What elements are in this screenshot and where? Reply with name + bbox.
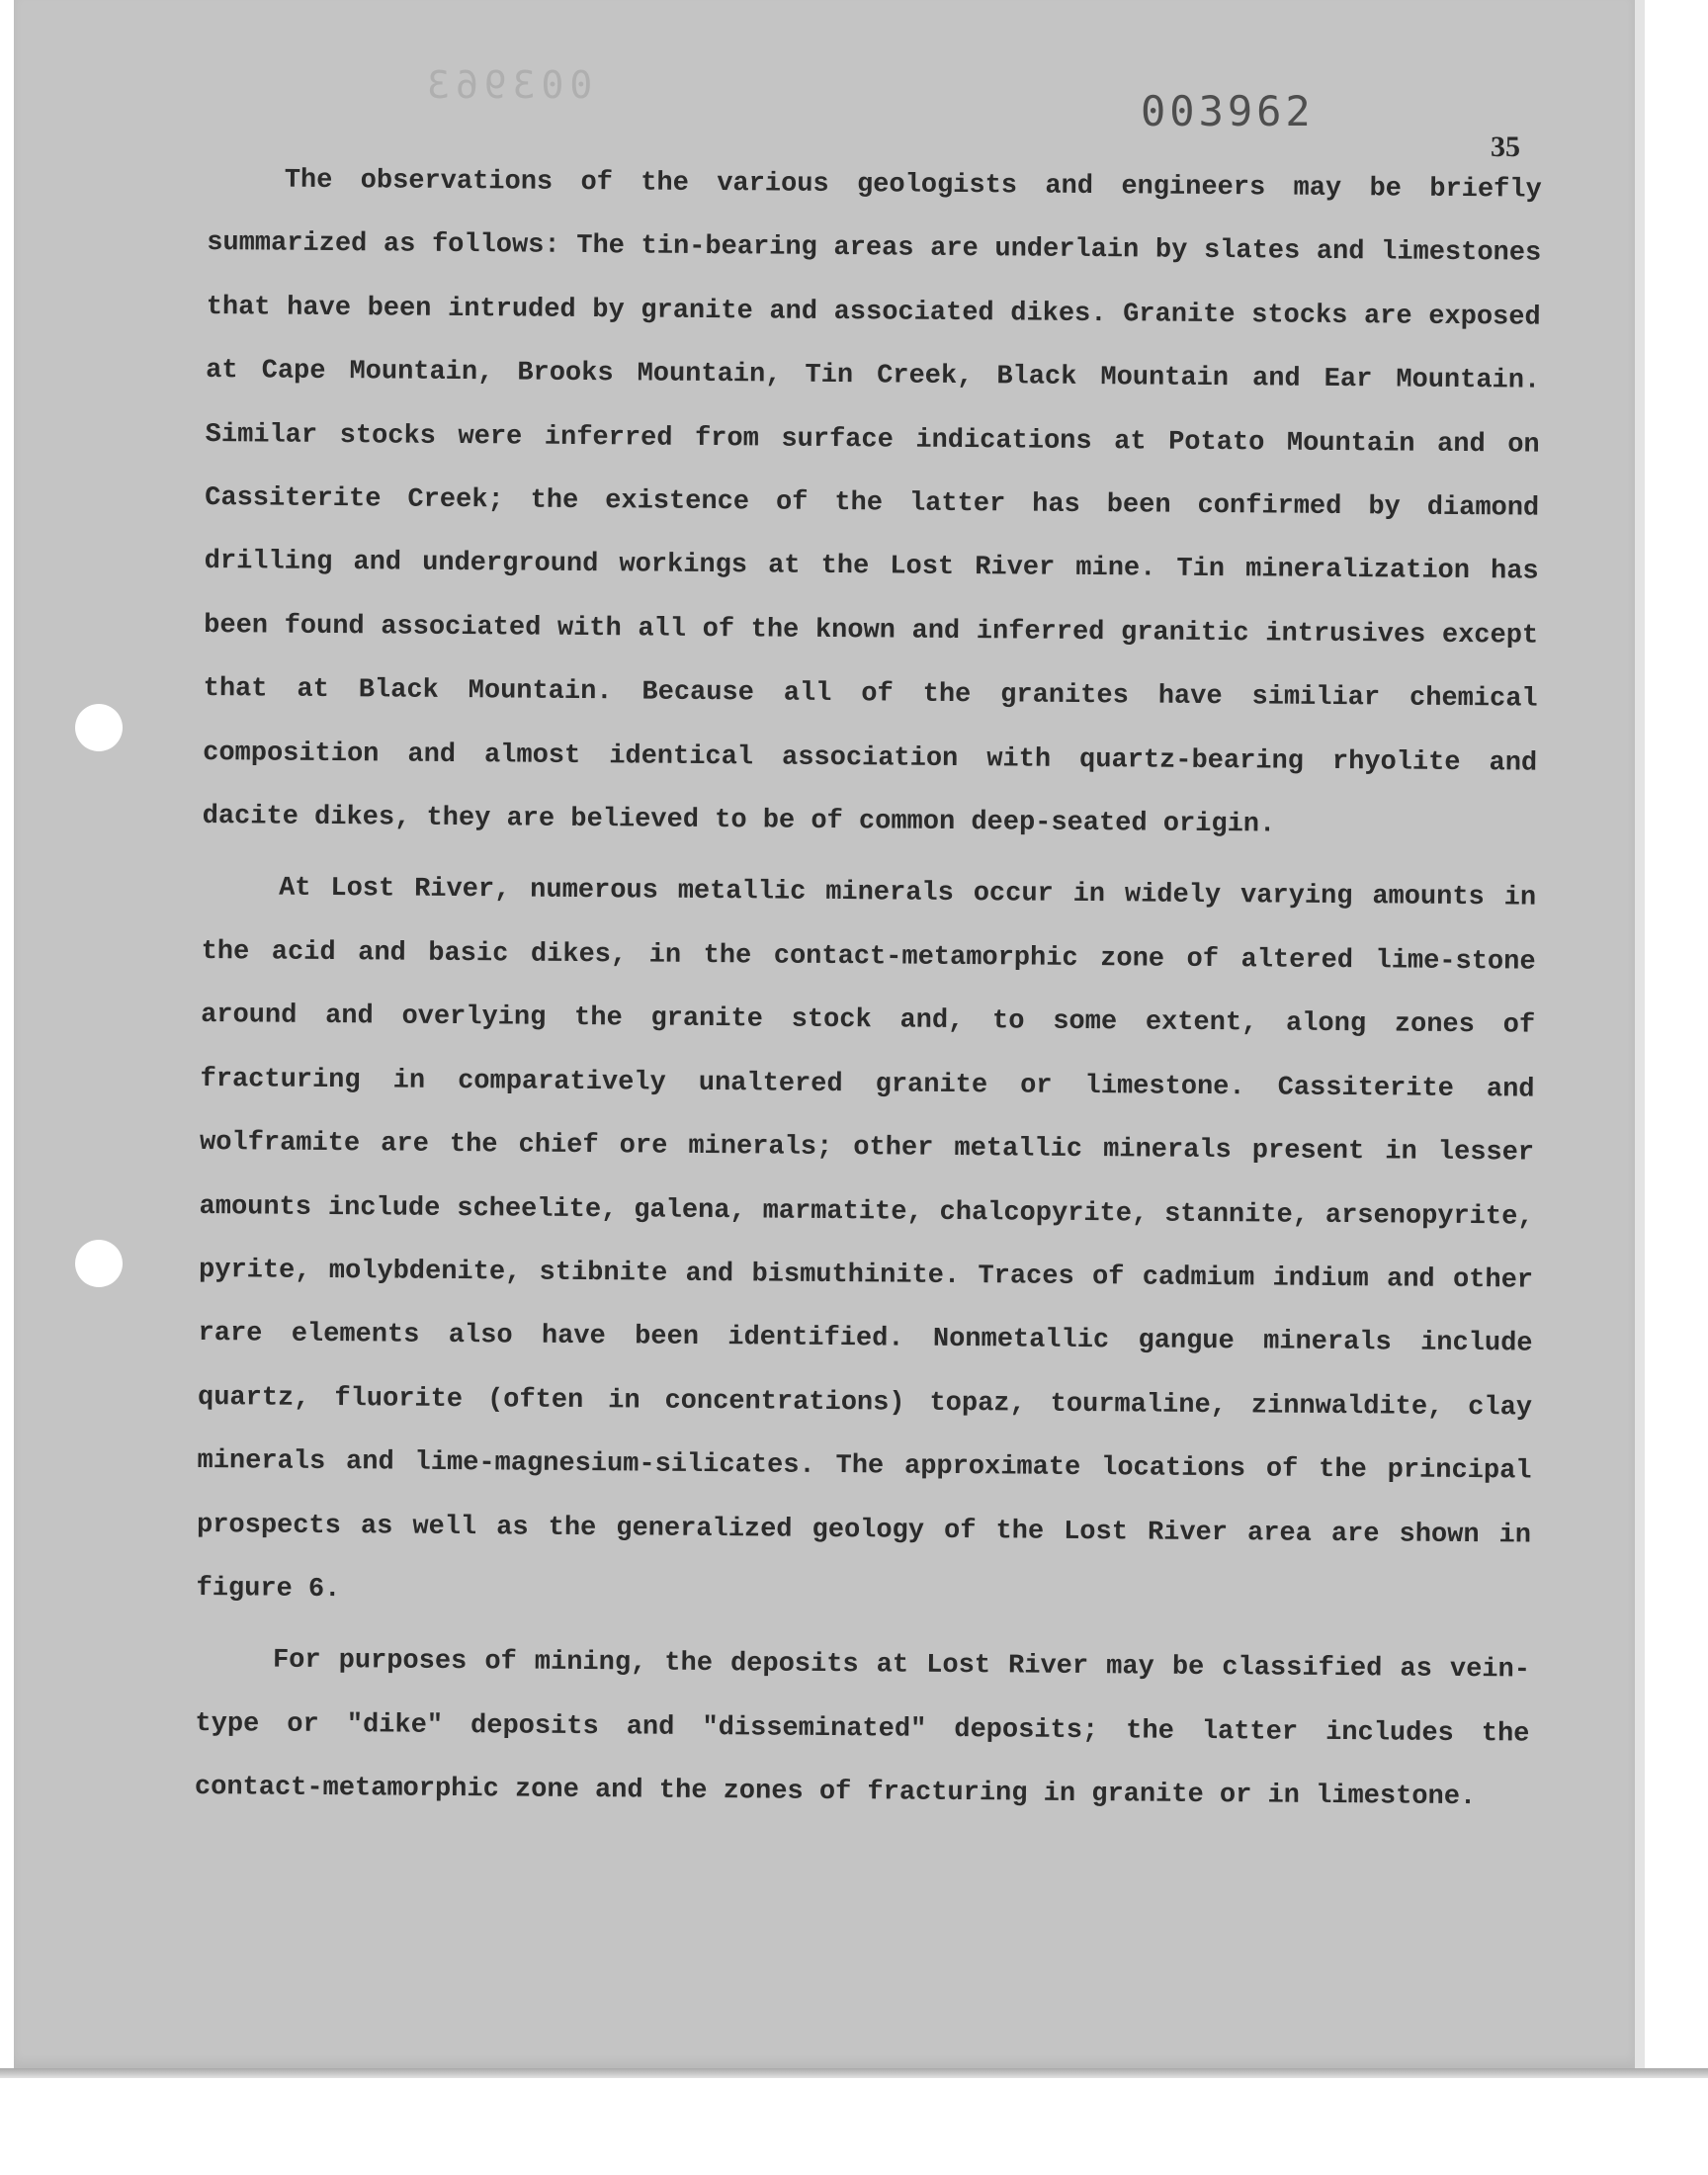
- paragraph-minerals: At Lost River, numerous metallic minerals occur in widely varying amounts in the acid and basic dikes, in the contact-metamorphic zone of altered lime-stone around and overlying the granite stock and, to some extent, along zones of fracturing in comparatively unaltered granite or limestone. Cassiterite and wolframite are the chief ore minerals; other metallic minerals present in lesser amounts include scheelite, galena, marmatite, chalcopyrite, stannite, arsenopyrite, pyrite, molybdenite, stibnite and bismuthinite. Traces of cadmium indium and other rare elements also have been identified. Nonmetallic gangue minerals include quartz, fluorite (often in concentrations) topaz, tourmaline, zinnwaldite, clay minerals and lime-magnesium-silicates. The approximate locations of the principal prospects as well as the generalized geology of the Lost River area are shown in figure 6.: [196, 874, 1537, 1606]
- faded-stamp-number: 003963: [421, 63, 593, 107]
- document-sheet: [14, 0, 1645, 2068]
- punch-hole-lower: [75, 1240, 123, 1287]
- scanner-edge-strip: [0, 2068, 1708, 2078]
- body-text: [195, 148, 1542, 1830]
- punch-hole-upper: [75, 704, 123, 751]
- paragraph-deposit-classification: For purposes of mining, the deposits at Lost River may be classified as vein-type or "dike" deposits and "disseminated" deposits; the latter includes the contact-metamorphic zone and the zones of fracturing in granite or in limestone.: [194, 1645, 1531, 1813]
- page-number: 35: [1491, 130, 1520, 163]
- paragraph-summary: The observations of the various geologists and engineers may be briefly summarized as follows: The tin-bearing areas are underlain by slates and limestones that have been intruded by granite and associated dikes. Granite stocks are exposed at Cape Mountain, Brooks Mountain, Tin Creek, Black Mountain and Ear Mountain. Similar stocks were inferred from surface indications at Potato Mountain and on Cassiterite Creek; the existence of the latter has been confirmed by diamond drilling and underground workings at the Lost River mine. Tin mineralization has been found associated with all of the known and inferred granitic intrusives except that at Black Mountain. Because all of the granites have similiar chemical composition and almost identical association with quartz-bearing rhyolite and dacite dikes, they are believed to be of common deep-seated origin.: [202, 165, 1542, 840]
- document-stamp-number: 003962: [1141, 87, 1315, 135]
